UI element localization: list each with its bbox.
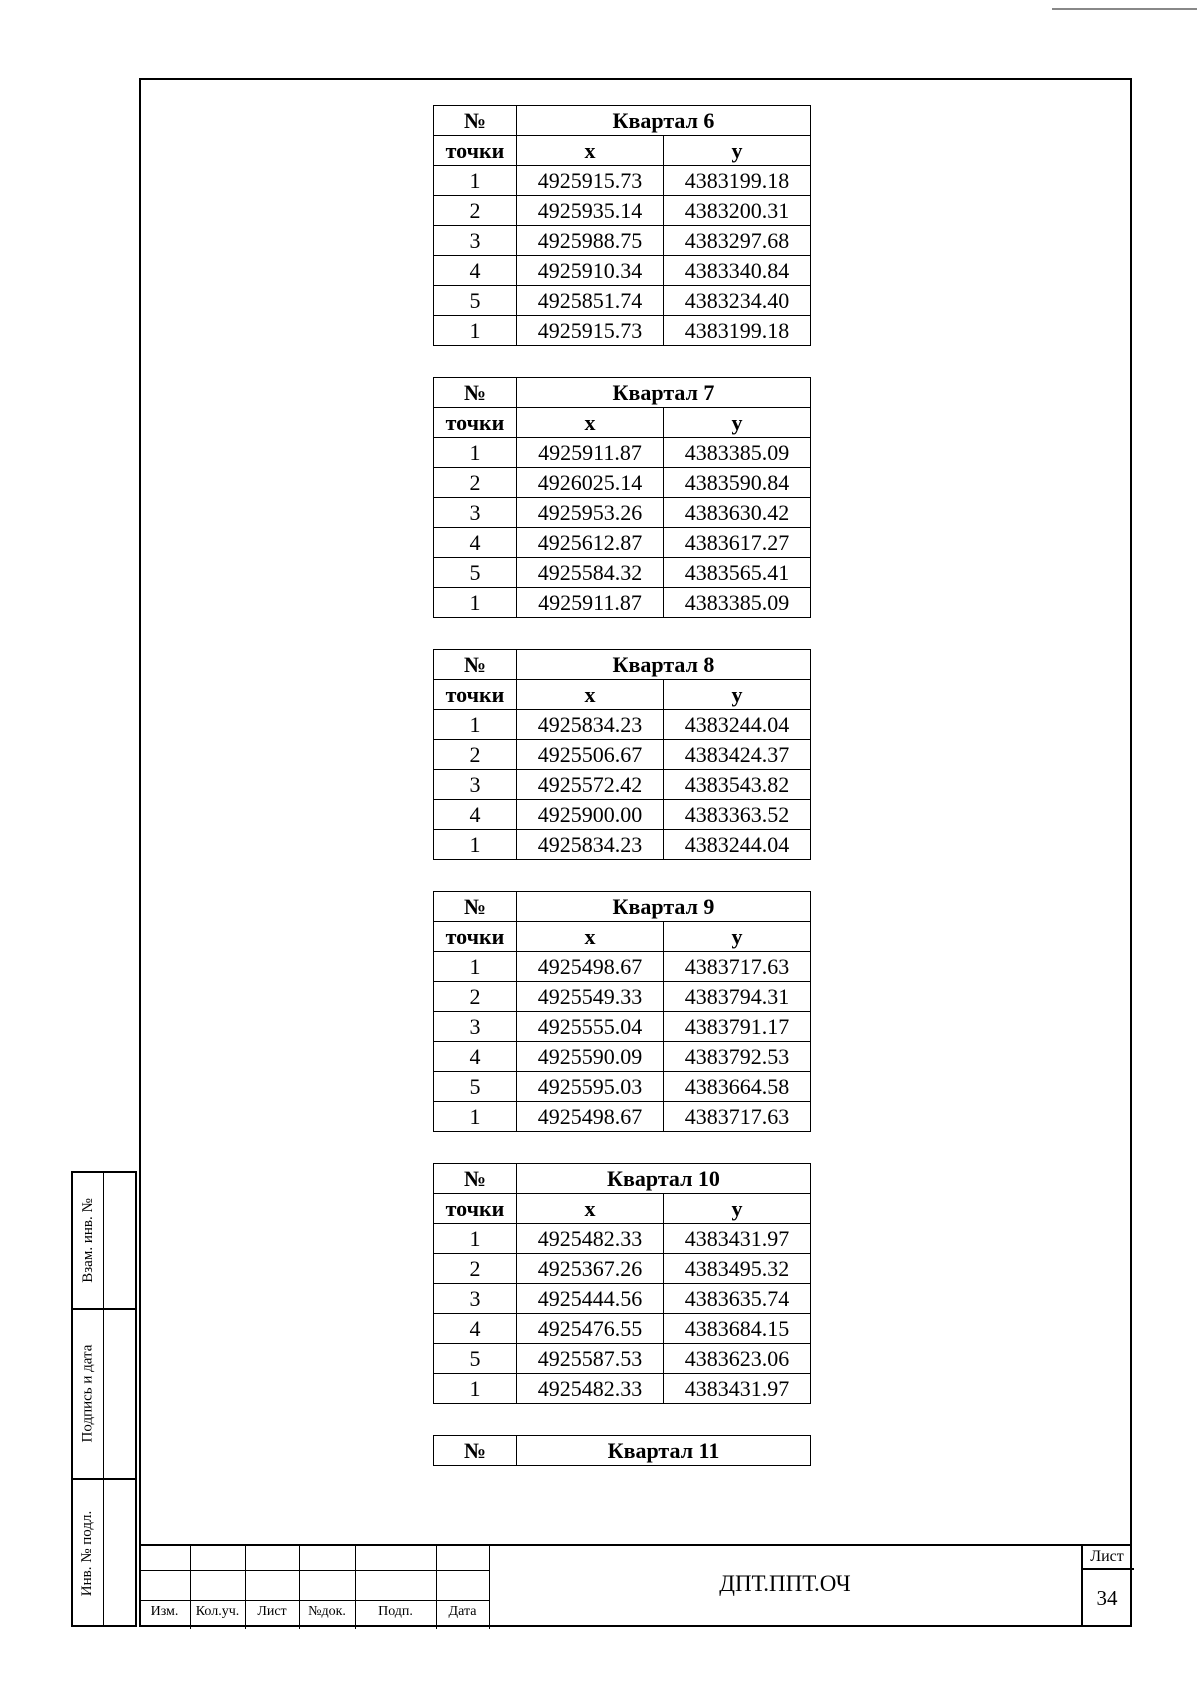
x-value: 4926025.14 (517, 468, 664, 498)
point-number: 5 (434, 1072, 517, 1102)
table-row (434, 166, 811, 196)
table-row (434, 256, 811, 286)
x-value: 4925935.14 (517, 196, 664, 226)
y-value: 4383543.82 (664, 770, 811, 800)
x-column-header: x (517, 1194, 664, 1224)
x-value: 4925834.23 (517, 710, 664, 740)
point-number: 2 (434, 1254, 517, 1284)
point-number: 1 (434, 1224, 517, 1254)
x-value: 4925988.75 (517, 226, 664, 256)
y-value: 4383424.37 (664, 740, 811, 770)
y-value: 4383385.09 (664, 588, 811, 618)
block-title: Квартал 6 (517, 106, 811, 136)
point-number: 4 (434, 1042, 517, 1072)
side-stamp-divider (103, 1173, 104, 1625)
point-number-header: № (434, 892, 517, 922)
col-koluch-label: Кол.уч. (195, 1604, 240, 1619)
y-value: 4383684.15 (664, 1314, 811, 1344)
side-stamp (71, 1171, 137, 1627)
point-number: 2 (434, 468, 517, 498)
y-column-header: y (664, 680, 811, 710)
point-number: 1 (434, 710, 517, 740)
point-number-header: № (434, 650, 517, 680)
table-row (434, 316, 811, 346)
inv-podl-label: Инв. № подл. (79, 1510, 96, 1597)
coordinate-table (433, 649, 811, 860)
point-number: 3 (434, 1284, 517, 1314)
y-value: 4383431.97 (664, 1374, 811, 1404)
table-row (434, 770, 811, 800)
x-value: 4925915.73 (517, 166, 664, 196)
block-title: Квартал 7 (517, 378, 811, 408)
point-number: 1 (434, 1102, 517, 1132)
y-value: 4383617.27 (664, 528, 811, 558)
document-code: ДПТ.ППТ.ОЧ (719, 1571, 851, 1596)
col-data-label: Дата (448, 1604, 477, 1619)
x-column-header: x (517, 922, 664, 952)
y-value: 4383244.04 (664, 830, 811, 860)
y-value: 4383664.58 (664, 1072, 811, 1102)
top-rule (1052, 8, 1197, 10)
coordinate-table (433, 105, 811, 346)
point-number: 3 (434, 1012, 517, 1042)
x-value: 4925444.56 (517, 1284, 664, 1314)
point-number-header: точки (434, 408, 517, 438)
coordinate-table-partial (433, 1435, 811, 1466)
table-row (434, 1012, 811, 1042)
point-number: 4 (434, 528, 517, 558)
y-value: 4383635.74 (664, 1284, 811, 1314)
table-row (434, 1254, 811, 1284)
y-value: 4383623.06 (664, 1344, 811, 1374)
table-row (434, 286, 811, 316)
table-row (434, 226, 811, 256)
table-row (434, 1042, 811, 1072)
table-row (434, 1284, 811, 1314)
x-column-header: x (517, 136, 664, 166)
col-podp-label: Подп. (378, 1604, 413, 1619)
table-row (434, 1374, 811, 1404)
point-number: 1 (434, 588, 517, 618)
block-title: Квартал 9 (517, 892, 811, 922)
y-value: 4383199.18 (664, 166, 811, 196)
x-column-header: x (517, 680, 664, 710)
coordinate-table (433, 377, 811, 618)
block-title: Квартал 11 (517, 1436, 811, 1466)
point-number: 1 (434, 830, 517, 860)
x-value: 4925549.33 (517, 982, 664, 1012)
table-row (434, 830, 811, 860)
point-number: 1 (434, 316, 517, 346)
point-number: 1 (434, 438, 517, 468)
table-row (434, 800, 811, 830)
table-row (434, 1072, 811, 1102)
table-row (434, 1224, 811, 1254)
point-number: 2 (434, 740, 517, 770)
table-row (434, 468, 811, 498)
y-column-header: y (664, 408, 811, 438)
x-value: 4925482.33 (517, 1374, 664, 1404)
table-row (434, 438, 811, 468)
coordinate-table (433, 1163, 811, 1404)
x-value: 4925506.67 (517, 740, 664, 770)
vzam-inv-label: Взам. инв. № (79, 1198, 96, 1283)
x-value: 4925915.73 (517, 316, 664, 346)
sheet-number: 34 (1096, 1586, 1118, 1610)
col-ndok-label: №док. (308, 1604, 346, 1619)
y-value: 4383385.09 (664, 438, 811, 468)
point-number: 1 (434, 952, 517, 982)
sheet-label: Лист (1090, 1548, 1124, 1565)
point-number: 2 (434, 196, 517, 226)
x-value: 4925590.09 (517, 1042, 664, 1072)
y-value: 4383590.84 (664, 468, 811, 498)
point-number: 2 (434, 982, 517, 1012)
table-row (434, 1344, 811, 1374)
y-value: 4383794.31 (664, 982, 811, 1012)
point-number-header: точки (434, 1194, 517, 1224)
y-column-header: y (664, 922, 811, 952)
x-value: 4925498.67 (517, 952, 664, 982)
table-row (434, 982, 811, 1012)
point-number: 5 (434, 286, 517, 316)
y-value: 4383495.32 (664, 1254, 811, 1284)
point-number: 5 (434, 1344, 517, 1374)
x-value: 4925587.53 (517, 1344, 664, 1374)
coordinate-table (433, 891, 811, 1132)
table-row (434, 528, 811, 558)
y-column-header: y (664, 1194, 811, 1224)
x-value: 4925851.74 (517, 286, 664, 316)
point-number: 3 (434, 770, 517, 800)
x-value: 4925482.33 (517, 1224, 664, 1254)
podpis-data-label: Подпись и дата (79, 1344, 96, 1442)
table-row (434, 740, 811, 770)
x-value: 4925834.23 (517, 830, 664, 860)
y-value: 4383431.97 (664, 1224, 811, 1254)
point-number: 4 (434, 800, 517, 830)
y-value: 4383297.68 (664, 226, 811, 256)
x-value: 4925584.32 (517, 558, 664, 588)
x-value: 4925953.26 (517, 498, 664, 528)
y-value: 4383363.52 (664, 800, 811, 830)
x-value: 4925911.87 (517, 438, 664, 468)
point-number: 1 (434, 166, 517, 196)
y-value: 4383234.40 (664, 286, 811, 316)
point-number-header: № (434, 106, 517, 136)
x-value: 4925911.87 (517, 588, 664, 618)
table-row (434, 710, 811, 740)
table-row (434, 196, 811, 226)
y-value: 4383630.42 (664, 498, 811, 528)
table-row (434, 558, 811, 588)
x-value: 4925476.55 (517, 1314, 664, 1344)
x-value: 4925498.67 (517, 1102, 664, 1132)
x-value: 4925612.87 (517, 528, 664, 558)
point-number-header: точки (434, 922, 517, 952)
y-value: 4383791.17 (664, 1012, 811, 1042)
y-value: 4383565.41 (664, 558, 811, 588)
col-izm-label: Изм. (150, 1604, 179, 1619)
x-column-header: x (517, 408, 664, 438)
x-value: 4925555.04 (517, 1012, 664, 1042)
x-value: 4925595.03 (517, 1072, 664, 1102)
x-value: 4925900.00 (517, 800, 664, 830)
coordinate-tables (433, 105, 811, 1466)
block-title: Квартал 10 (517, 1164, 811, 1194)
point-number: 3 (434, 498, 517, 528)
y-value: 4383792.53 (664, 1042, 811, 1072)
y-value: 4383717.63 (664, 1102, 811, 1132)
point-number: 1 (434, 1374, 517, 1404)
point-number-header: точки (434, 136, 517, 166)
x-value: 4925367.26 (517, 1254, 664, 1284)
table-row (434, 498, 811, 528)
y-value: 4383340.84 (664, 256, 811, 286)
point-number: 4 (434, 1314, 517, 1344)
point-number: 5 (434, 558, 517, 588)
block-title: Квартал 8 (517, 650, 811, 680)
y-column-header: y (664, 136, 811, 166)
point-number-header: № (434, 1164, 517, 1194)
y-value: 4383244.04 (664, 710, 811, 740)
table-row (434, 1314, 811, 1344)
x-value: 4925572.42 (517, 770, 664, 800)
col-list-label: Лист (257, 1604, 287, 1619)
table-row (434, 952, 811, 982)
point-number-header: № (434, 378, 517, 408)
y-value: 4383200.31 (664, 196, 811, 226)
point-number-header: № (434, 1436, 517, 1466)
point-number: 4 (434, 256, 517, 286)
point-number-header: точки (434, 680, 517, 710)
x-value: 4925910.34 (517, 256, 664, 286)
y-value: 4383199.18 (664, 316, 811, 346)
table-row (434, 588, 811, 618)
point-number: 3 (434, 226, 517, 256)
table-row (434, 1102, 811, 1132)
y-value: 4383717.63 (664, 952, 811, 982)
